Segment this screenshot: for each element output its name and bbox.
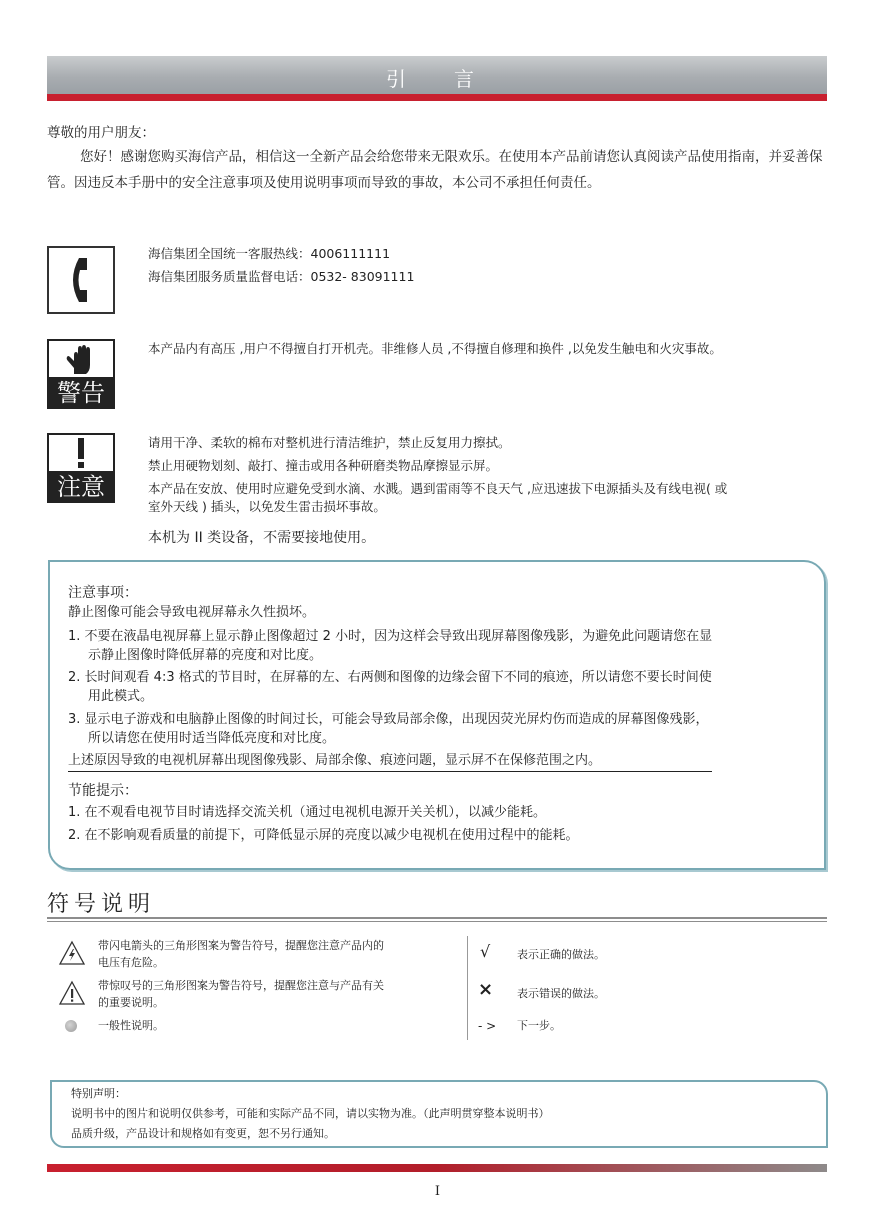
notice-warranty-note: 上述原因导致的电视机屏幕出现图像残影、局部余像、痕迹问题，显示屏不在保修范围之内。	[68, 751, 712, 772]
caution-line3a: 本产品在安放、使用时应避免受到水滴、水溅。遇到雷雨等不良天气 ,应迅速拔下电源插头及有线电视( 或	[148, 481, 728, 496]
hand-icon	[49, 341, 113, 377]
phone-icon	[47, 246, 115, 314]
symbols-rule-thin	[47, 921, 827, 922]
symbol-general-text: 一般性说明。	[98, 1019, 164, 1032]
symbols-rule	[47, 917, 827, 919]
notice-item2a: 2. 长时间观看 4:3 格式的节目时，在屏幕的左、右两侧和图像的边缘会留下不同的痕迹，所以请您不要长时间使	[68, 670, 712, 685]
energy-tip2: 2. 在不影响观看质量的前提下，可降低显示屏的亮度以减少电视机在使用过程中的能耗。	[68, 828, 579, 843]
intro-paragraph: 您好！感谢您购买海信产品，相信这一全新产品会给您带来无限欢乐。在使用本产品前请您认真阅读产品使用指南，并妥善保管。因违反本手册中的安全注意事项及使用说明事项而导致的事故，本公司不承担任何责任。	[47, 149, 823, 191]
check-icon: √	[480, 942, 491, 961]
notice-item1b: 示静止图像时降低屏幕的亮度和对比度。	[88, 648, 323, 663]
caution-line3b: 室外天线 ) 插头，以免发生雷击损坏事故。	[148, 499, 386, 514]
lightning-triangle-icon	[58, 940, 86, 966]
energy-tip1: 1. 在不观看电视节目时请选择交流关机（通过电视机电源开关关机），以减少能耗。	[68, 805, 547, 820]
symbol-lightning-text1: 带闪电箭头的三角形图案为警告符号，提醒您注意产品内的	[98, 939, 384, 952]
warning-label: 警告	[57, 379, 105, 407]
notice-item3a: 3. 显示电子游戏和电脑静止图像的时间过长，可能会导致局部余像，出现因荧光屏灼伤而造成的屏幕图像残影，	[68, 712, 709, 727]
gray-dot-icon	[65, 1020, 77, 1032]
greeting: 尊敬的用户朋友：	[47, 125, 155, 141]
cross-icon: ×	[478, 979, 494, 1000]
symbols-heading: 符号说明	[47, 892, 156, 917]
notice-sub: 静止图像可能会导致电视屏幕永久性损坏。	[68, 605, 316, 620]
notice-heading: 注意事项：	[68, 585, 138, 601]
energy-heading: 节能提示：	[68, 783, 138, 799]
notice-item3b: 所以请您在使用时适当降低亮度和对比度。	[88, 731, 336, 746]
title-banner	[47, 56, 827, 94]
special-heading: 特别声明：	[71, 1087, 126, 1100]
symbol-correct-text: 表示正确的做法。	[517, 948, 605, 961]
caution-line1: 请用干净、柔软的棉布对整机进行清洁维护，禁止反复用力擦拭。	[148, 435, 511, 450]
page-number: I	[434, 1184, 441, 1199]
hotline-line1: 海信集团全国统一客服热线：4006111111	[148, 246, 391, 261]
caution-label: 注意	[57, 473, 105, 501]
page-title: 引 言	[386, 67, 488, 91]
symbol-wrong-text: 表示错误的做法。	[517, 987, 605, 1000]
hotline-line2: 海信集团服务质量监督电话：0532- 83091111	[148, 269, 415, 284]
caution-sign	[47, 433, 115, 503]
special-line2: 品质升级，产品设计和规格如有变更，恕不另行通知。	[71, 1127, 335, 1140]
special-line1: 说明书中的图片和说明仅供参考，可能和实际产品不同，请以实物为准。（此声明贯穿整本说明书）	[71, 1107, 550, 1120]
arrow-next-icon: - >	[478, 1019, 497, 1033]
exclamation-triangle-icon	[58, 980, 86, 1006]
notice-item2b: 用此模式。	[88, 689, 154, 704]
symbol-exclamation-text2: 的重要说明。	[98, 996, 164, 1009]
symbol-exclamation-text1: 带惊叹号的三角形图案为警告符号，提醒您注意与产品有关	[98, 979, 384, 992]
symbols-divider	[467, 936, 468, 1040]
title-red-rule	[47, 94, 827, 101]
warning-sign	[47, 339, 115, 409]
symbol-lightning-text2: 电压有危险。	[98, 956, 164, 969]
exclamation-icon	[49, 435, 113, 471]
class2-note: 本机为 II 类设备，不需要接地使用。	[148, 530, 376, 546]
notice-item1a: 1. 不要在液晶电视屏幕上显示静止图像超过 2 小时，因为这样会导致出现屏幕图像残影，为避免此问题请您在显	[68, 629, 713, 644]
caution-line2: 禁止用硬物划刻、敲打、撞击或用各种研磨类物品摩擦显示屏。	[148, 458, 499, 473]
warning-text: 本产品内有高压 ,用户不得擅自打开机壳。非维修人员 ,不得擅自修理和换件 ,以免发生触电和火灾事故。	[148, 341, 722, 356]
symbol-next-text: 下一步。	[517, 1019, 561, 1032]
footer-rule	[47, 1164, 827, 1172]
